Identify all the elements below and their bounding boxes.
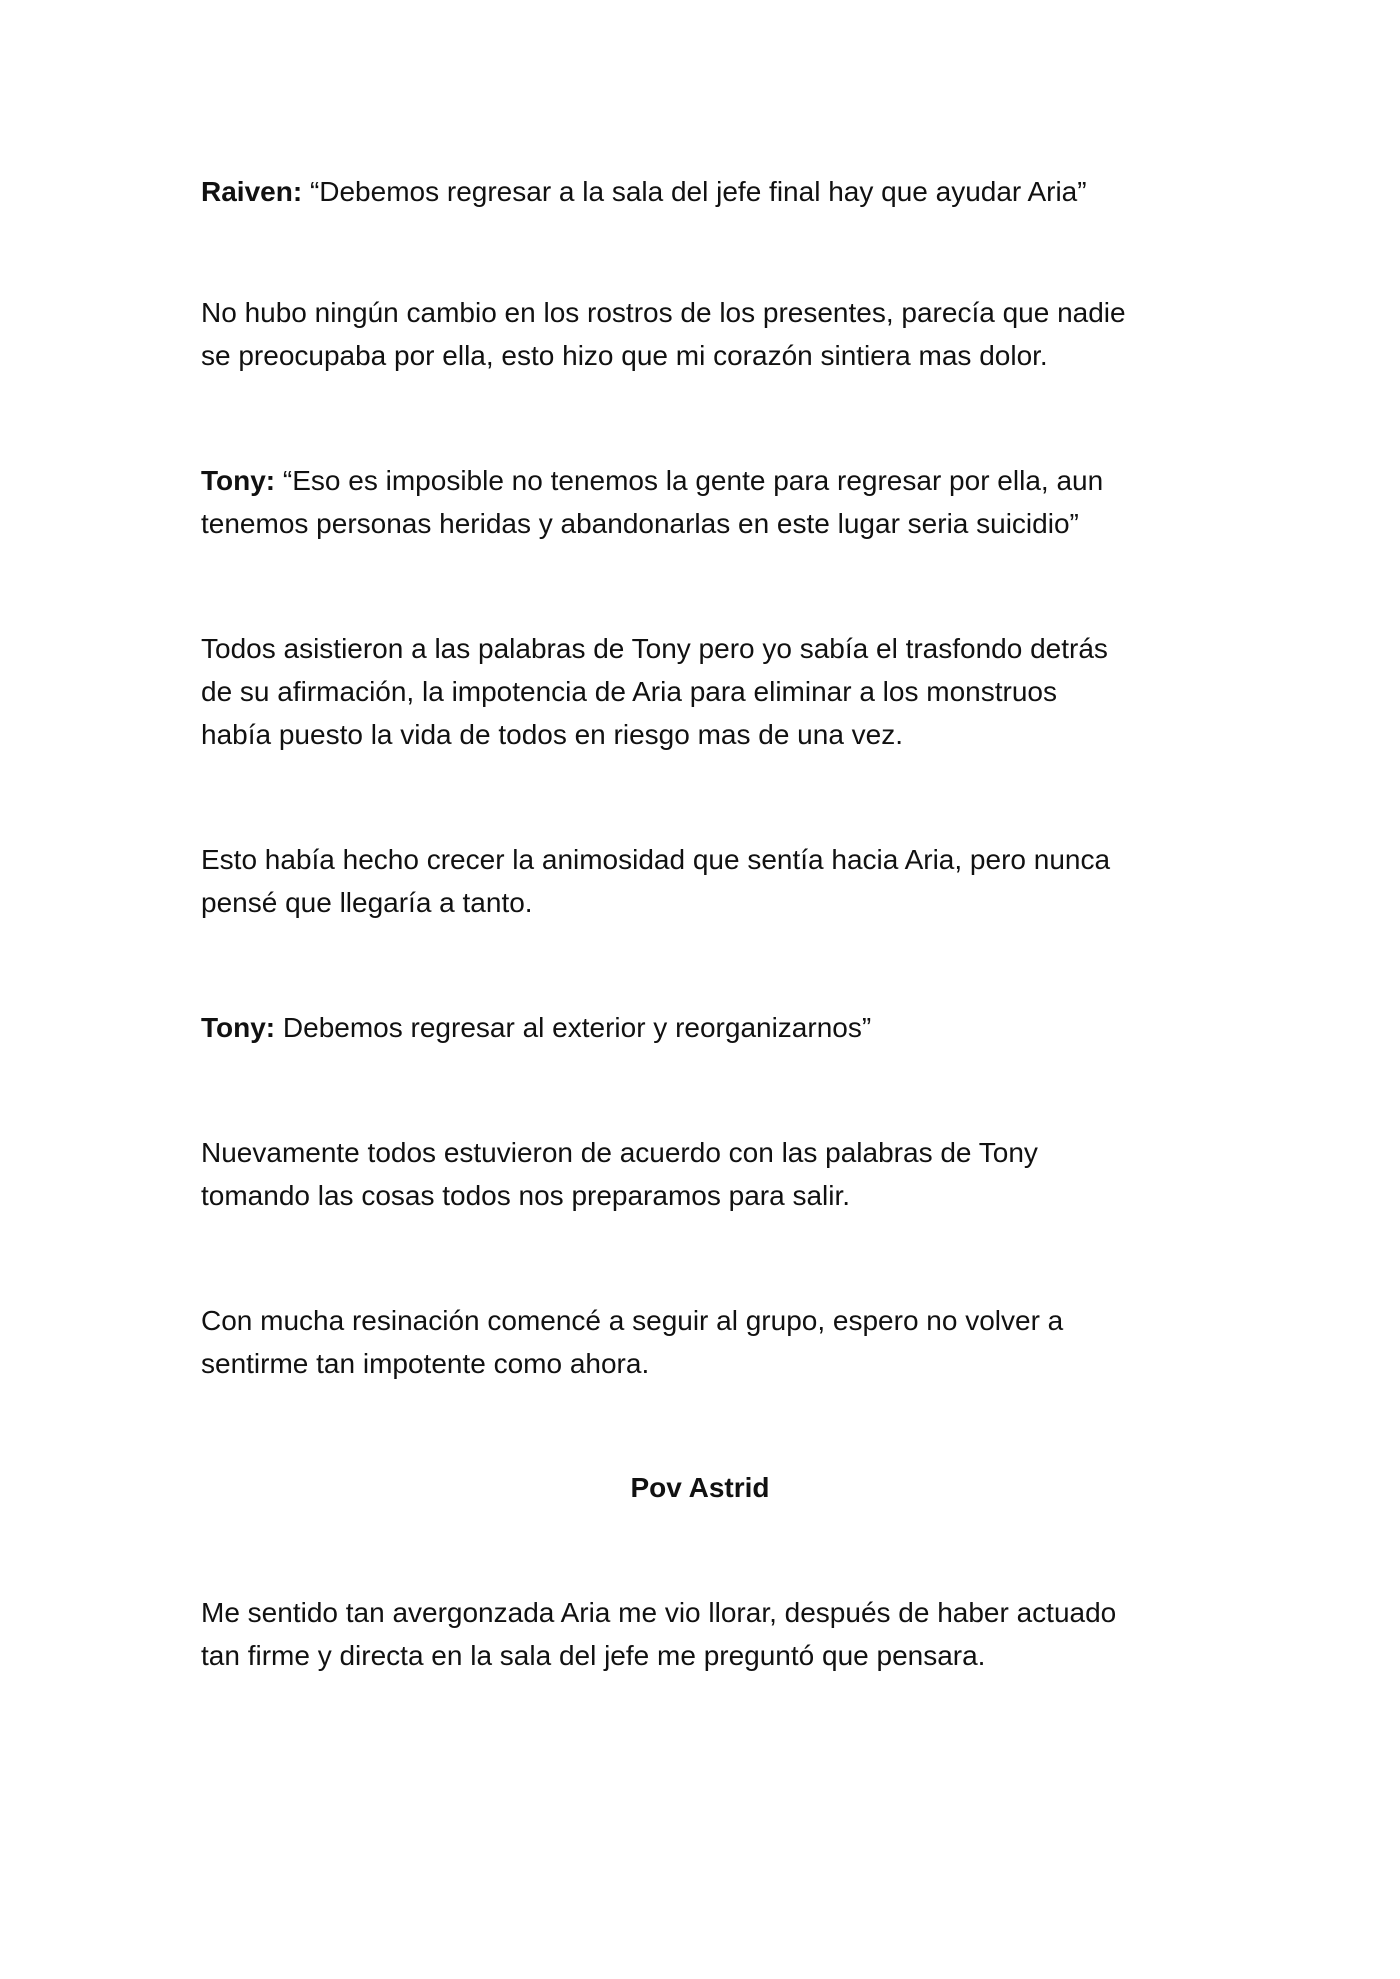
dialogue-text: “Debemos regresar a la sala del jefe final hay que ayudar Aria” — [309, 176, 1087, 207]
speaker-label: Tony: — [201, 465, 276, 496]
text-line: tomando las cosas todos nos preparamos para salir. — [201, 1180, 851, 1211]
paragraph-tony-dialogue-2 — [201, 1006, 1211, 1049]
text-line: tan firme y directa en la sala del jefe me preguntó que pensara. — [201, 1640, 986, 1671]
speaker-label: Tony: — [201, 1012, 276, 1043]
paragraph-narration-1 — [201, 291, 1211, 377]
paragraph-narration-2 — [201, 627, 1211, 756]
speaker-label: Raiven: — [201, 176, 303, 207]
text-line: Con mucha resinación comencé a seguir al grupo, espero no volver a — [201, 1305, 1064, 1336]
text-line: pensé que llegaría a tanto. — [201, 887, 533, 918]
text-line: Me sentido tan avergonzada Aria me vio llorar, después de haber actuado — [201, 1597, 1117, 1628]
paragraph-tony-dialogue-1 — [201, 459, 1211, 545]
text-line: sentirme tan impotente como ahora. — [201, 1348, 650, 1379]
text-line: Todos asistieron a las palabras de Tony pero yo sabía el trasfondo detrás — [201, 633, 1108, 664]
paragraph-narration-5 — [201, 1299, 1211, 1385]
paragraph-narration-4 — [201, 1131, 1211, 1217]
text-line: se preocupaba por ella, esto hizo que mi corazón sintiera mas dolor. — [201, 340, 1048, 371]
text-line — [201, 459, 1211, 502]
text-line: No hubo ningún cambio en los rostros de los presentes, parecía que nadie — [201, 297, 1126, 328]
text-line: de su afirmación, la impotencia de Aria para eliminar a los monstruos — [201, 676, 1057, 707]
text-line — [201, 1006, 1211, 1049]
dialogue-text: Debemos regresar al exterior y reorganizarnos” — [282, 1012, 872, 1043]
paragraph-narration-3 — [201, 838, 1211, 924]
paragraph-narration-6 — [201, 1591, 1211, 1677]
text-line: había puesto la vida de todos en riesgo mas de una vez. — [201, 719, 904, 750]
text-line: tenemos personas heridas y abandonarlas en este lugar seria suicidio” — [201, 508, 1079, 539]
text-line — [201, 170, 1211, 213]
text-line: Nuevamente todos estuvieron de acuerdo con las palabras de Tony — [201, 1137, 1038, 1168]
text-line: Esto había hecho crecer la animosidad que sentía hacia Aria, pero nunca — [201, 844, 1111, 875]
dialogue-text: “Eso es imposible no tenemos la gente para regresar por ella, aun — [282, 465, 1104, 496]
paragraph-raiven-dialogue — [201, 170, 1211, 213]
section-heading: Pov Astrid — [630, 1472, 770, 1503]
